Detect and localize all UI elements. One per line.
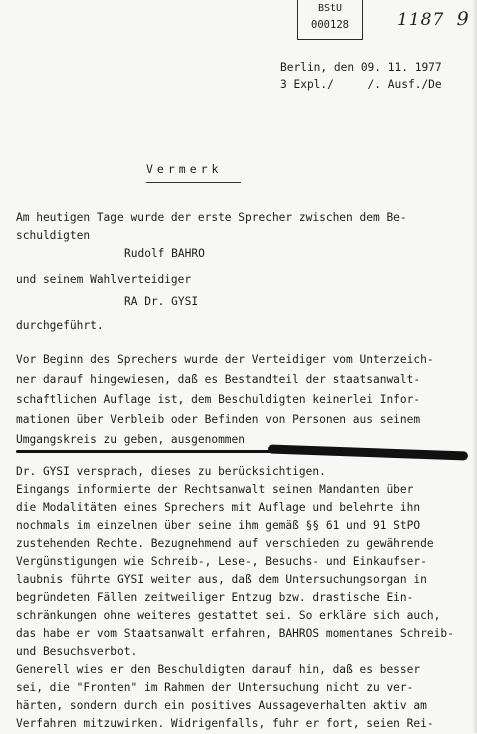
- lawyer-intro: und seinem Wahlverteidiger: [16, 273, 192, 286]
- conducted-line: durchgeführt.: [16, 319, 104, 332]
- intro-line-2: schuldigten: [16, 229, 91, 242]
- document-title: Vermerk: [146, 162, 223, 176]
- body2-line-5: zustehenden Rechte. Bezugnehmend auf verschieden zu gewährende: [16, 537, 434, 550]
- stamp-number: 000128: [311, 19, 349, 31]
- copies-line: 3 Expl./ /. Ausf./De: [280, 78, 442, 91]
- body-line-5: Umgangskreis zu geben, ausgenommen: [16, 433, 246, 446]
- body2-line-2: Eingangs informierte der Rechtsanwalt seinen Mandanten über: [16, 483, 414, 496]
- body2-line-10: das habe er vom Staatsanwalt erfahren, BAHROS momentanes Schreib-: [16, 627, 454, 640]
- accused-name: Rudolf BAHRO: [124, 247, 205, 260]
- body2-line-11: und Besuchsverbot.: [16, 645, 138, 658]
- intro-line-1: Am heutigen Tage wurde der erste Sprecher zwischen dem Be-: [16, 211, 407, 224]
- body-line-2: ner darauf hingewiesen, daß es Bestandteil der staatsanwalt-: [16, 373, 421, 386]
- handwritten-page-number: 1187 9: [397, 8, 470, 30]
- body-line-3: schaftlichen Auflage ist, dem Beschuldigten keinerlei Infor-: [16, 393, 421, 406]
- redaction-underline: [16, 450, 276, 453]
- archive-stamp: [297, 0, 363, 40]
- lawyer-name: RA Dr. GYSI: [124, 295, 199, 308]
- stamp-line1: BStU: [317, 3, 343, 14]
- body2-line-14: härten, sondern durch ein positives Aussageverhalten aktiv am: [16, 699, 427, 712]
- title-underline: [146, 182, 241, 183]
- place-date: Berlin, den 09. 11. 1977: [280, 61, 442, 74]
- body2-line-13: sei, die "Fronten" im Rahmen der Untersuchung nicht zu ver-: [16, 681, 414, 694]
- body2-line-1: Dr. GYSI versprach, dieses zu berücksichtigen.: [16, 465, 326, 478]
- body-line-4: mationen über Verbleib oder Befinden von Personen aus seinem: [16, 413, 421, 426]
- redaction-bar: [268, 445, 468, 461]
- body2-line-8: begründeten Fällen zeitweiliger Entzug bzw. drastische Ein-: [16, 591, 414, 604]
- body2-line-4: nochmals im einzelnen über seine ihm gemäß §§ 61 und 91 StPO: [16, 519, 421, 532]
- page-edge-shadow: [472, 0, 477, 733]
- body2-line-7: laubnis führte GYSI weiter aus, daß dem Untersuchungsorgan in: [16, 573, 427, 586]
- body2-line-9: schränkungen ohne weiteres gestattet sei. So erkläre sich auch,: [16, 609, 441, 622]
- body2-line-6: Vergünstigungen wie Schreib-, Lese-, Besuchs- und Einkaufser-: [16, 555, 427, 568]
- handwritten-mark: 9: [456, 8, 470, 30]
- body2-line-15: Verfahren mitzuwirken. Widrigenfalls, fuhr er fort, seien Rei-: [16, 717, 434, 730]
- body-line-1: Vor Beginn des Sprechers wurde der Verteidiger vom Unterzeich-: [16, 353, 434, 366]
- body2-line-3: die Modalitäten eines Sprechers mit Auflage und belehrte ihn: [16, 501, 421, 514]
- body2-line-12: Generell wies er den Beschuldigten darauf hin, daß es besser: [16, 663, 421, 676]
